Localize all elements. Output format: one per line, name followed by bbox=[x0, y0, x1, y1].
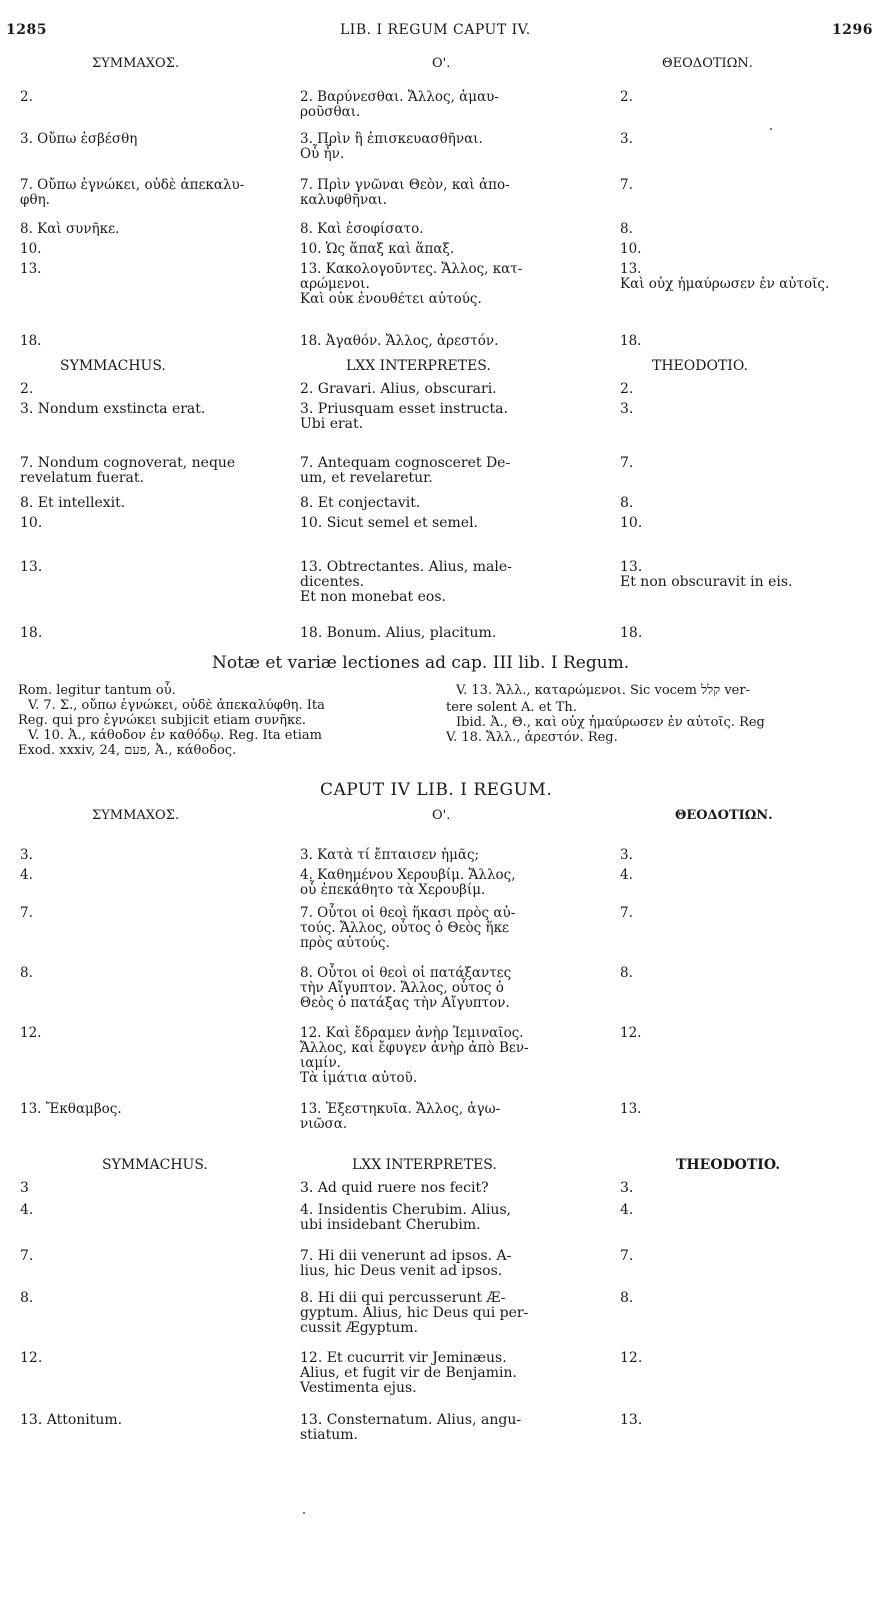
symmachus-cell bbox=[20, 132, 290, 147]
cell-line: 4. Καθημένου Χερουβίμ. Ἄλλος, bbox=[300, 867, 516, 883]
theodotion-cell bbox=[620, 132, 870, 147]
cell-line: 12. bbox=[20, 1025, 42, 1041]
cell-line: gyptum. Alius, hic Deus qui per- bbox=[300, 1305, 529, 1321]
symmachus-cell bbox=[20, 1181, 290, 1196]
symmachus-cell bbox=[20, 868, 290, 883]
lxx-cell bbox=[300, 626, 590, 641]
cell-line: Et non obscuravit in eis. bbox=[620, 574, 793, 590]
cell-line: πρὸς αὐτούς. bbox=[300, 935, 390, 951]
lxx-cell bbox=[300, 560, 590, 605]
symmachus-cell bbox=[20, 1413, 290, 1428]
cell-line: dicentes. bbox=[300, 574, 365, 590]
theodotion-cell bbox=[620, 402, 870, 417]
lxx-cell bbox=[300, 1026, 590, 1086]
theodotion-cell bbox=[620, 242, 870, 257]
lxx-cell bbox=[300, 132, 590, 162]
cell-line: 7. Οὗτοι οἱ θεοὶ ἥκασι πρὸς αὐ- bbox=[300, 905, 516, 921]
theodotion-cell bbox=[620, 906, 870, 921]
symmachus-cell bbox=[20, 242, 290, 257]
cell-line: um, et revelaretur. bbox=[300, 470, 433, 486]
symmachus-cell bbox=[20, 90, 290, 105]
lxx-cell bbox=[300, 334, 590, 349]
cell-line: 7. bbox=[620, 1248, 634, 1264]
lxx-cell bbox=[300, 382, 590, 397]
cell-line: 8. Οὗτοι οἱ θεοὶ οἱ πατάξαντες bbox=[300, 965, 512, 981]
cell-line: 2. Βαρύνεσθαι. Ἄλλος, ἀμαυ- bbox=[300, 89, 499, 105]
cell-line: 3. bbox=[620, 847, 633, 863]
cell-line: 8. bbox=[20, 1290, 34, 1306]
symmachus-cell bbox=[20, 1102, 290, 1117]
cell-line: 4. bbox=[20, 867, 33, 883]
cell-line: 2. bbox=[20, 89, 33, 105]
cell-line: Θεὸς ὁ πατάξας τὴν Αἴγυπτον. bbox=[300, 995, 510, 1011]
cell-line: lius, hic Deus venit ad ipsos. bbox=[300, 1263, 503, 1279]
cell-line: 8. bbox=[620, 1290, 634, 1306]
header-theodotion-latin: THEODOTIO. bbox=[652, 358, 748, 374]
cell-line: 10. Sicut semel et semel. bbox=[300, 515, 478, 531]
symmachus-cell bbox=[20, 966, 290, 981]
theodotion-cell bbox=[620, 966, 870, 981]
symmachus-cell bbox=[20, 906, 290, 921]
symmachus-cell bbox=[20, 1026, 290, 1041]
theodotion-cell bbox=[620, 496, 870, 511]
cell-line: 13. bbox=[620, 559, 643, 575]
theodotion-cell bbox=[620, 1026, 870, 1041]
cell-line: 3. Nondum exstincta erat. bbox=[20, 401, 206, 417]
cell-line: ροῦσθαι. bbox=[300, 104, 361, 120]
cell-line: Ἄλλος, καὶ ἔφυγεν ἀνὴρ ἀπὸ Βεν- bbox=[300, 1040, 529, 1056]
cell-line: 8. bbox=[620, 221, 633, 237]
cell-line: 7. Antequam cognosceret De- bbox=[300, 455, 511, 471]
theodotion-cell bbox=[620, 334, 870, 349]
lxx-cell bbox=[300, 402, 590, 432]
notes-heading: Notæ et variæ lectiones ad cap. III lib. I Regum. bbox=[212, 653, 630, 673]
theodotion-cell bbox=[620, 1249, 870, 1264]
lxx-cell bbox=[300, 1291, 590, 1336]
header-lxx-latin: LXX INTERPRETES. bbox=[346, 358, 491, 374]
cell-line: cussit Ægyptum. bbox=[300, 1320, 418, 1336]
note-right-line: tere solent A. et Th. bbox=[446, 700, 577, 715]
lxx-cell bbox=[300, 1249, 590, 1279]
cell-line: 7. bbox=[20, 905, 33, 921]
theodotion-cell bbox=[620, 456, 870, 471]
cell-line: Et non monebat eos. bbox=[300, 589, 446, 605]
cell-line: 18. bbox=[620, 625, 643, 641]
note-right-line: V. 13. Ἄλλ., καταρώμενοι. Sic vocem קלל ver- bbox=[456, 683, 750, 698]
cell-line: 18. bbox=[20, 333, 42, 349]
cell-line: 12. Καὶ ἔδραμεν ἀνὴρ Ἰεμιναῖος. bbox=[300, 1025, 524, 1041]
cell-line: 4. bbox=[620, 867, 633, 883]
cell-line: 3. Ad quid ruere nos fecit? bbox=[300, 1180, 489, 1196]
cell-line: 8. Καὶ συνῆκε. bbox=[20, 221, 120, 237]
theodotion-cell bbox=[620, 868, 870, 883]
cell-line: 13. bbox=[20, 559, 43, 575]
lxx-cell bbox=[300, 966, 590, 1011]
cell-line: 7. bbox=[620, 177, 633, 193]
cell-line: 7. bbox=[620, 455, 634, 471]
cell-line: νιῶσα. bbox=[300, 1116, 348, 1132]
note-left-line: V. 7. Σ., οὔπω ἐγνώκει, οὐδὲ ἀπεκαλύφθη. Ita bbox=[28, 698, 325, 713]
cell-line: 8. bbox=[620, 495, 634, 511]
cell-line: 13. bbox=[20, 261, 42, 277]
symmachus-cell bbox=[20, 560, 290, 575]
note-left-line: Exod. xxxiv, 24, פעם, Ἀ., κάθοδος. bbox=[18, 743, 237, 758]
symmachus-cell bbox=[20, 1249, 290, 1264]
symmachus-cell bbox=[20, 262, 290, 277]
cell-line: 7. bbox=[620, 905, 633, 921]
cell-line: 2. Gravari. Alius, obscurari. bbox=[300, 381, 497, 397]
cell-line: 10. bbox=[620, 515, 643, 531]
cell-line: 8. Et conjectavit. bbox=[300, 495, 421, 511]
symmachus-cell bbox=[20, 402, 290, 417]
cell-line: 12. bbox=[20, 1350, 43, 1366]
cell-line: 8. Et intellexit. bbox=[20, 495, 126, 511]
symmachus-cell bbox=[20, 516, 290, 531]
cell-line: 3. Οὔπω ἐσβέσθη bbox=[20, 131, 138, 147]
cell-line: 3. bbox=[20, 847, 33, 863]
cell-line: 3. bbox=[620, 401, 634, 417]
cell-line: Τὰ ἱμάτια αὐτοῦ. bbox=[300, 1070, 418, 1086]
cell-line: Ubi erat. bbox=[300, 416, 364, 432]
theodotion-cell bbox=[620, 382, 870, 397]
cell-line: φθη. bbox=[20, 192, 50, 208]
lxx-cell bbox=[300, 516, 590, 531]
cell-line: αρώμενοι. bbox=[300, 276, 370, 292]
cell-line: 3. bbox=[620, 1180, 634, 1196]
cell-line: 8. Καὶ ἐσοφίσατο. bbox=[300, 221, 424, 237]
cell-line: 3. bbox=[620, 131, 633, 147]
theodotion-cell bbox=[620, 1413, 870, 1428]
theodotion-cell bbox=[620, 626, 870, 641]
page-number-right: 1296 bbox=[832, 22, 873, 38]
theodotion-cell bbox=[620, 1351, 870, 1366]
cell-line: 18. Ἀγαθόν. Ἄλλος, ἀρεστόν. bbox=[300, 333, 499, 349]
theodotion-cell bbox=[620, 848, 870, 863]
cell-line: 13. Obtrectantes. Alius, male- bbox=[300, 559, 512, 575]
cell-line: ιαμίν. bbox=[300, 1055, 341, 1071]
header-lxx-latin-2: LXX INTERPRETES. bbox=[352, 1157, 497, 1173]
cell-line: 3. Πρὶν ἢ ἐπισκευασθῆναι. bbox=[300, 131, 483, 147]
cell-line: 7. bbox=[20, 1248, 34, 1264]
cell-line: 3. Priusquam esset instructa. bbox=[300, 401, 508, 417]
cell-line: οὗ ἐπεκάθητο τὰ Χερουβίμ. bbox=[300, 882, 486, 898]
symmachus-cell bbox=[20, 848, 290, 863]
note-left-line: V. 10. Ἀ., κάθοδον ἐν καθόδῳ. Reg. Ita etiam bbox=[28, 728, 322, 743]
cell-line: 4. Insidentis Cherubim. Alius, bbox=[300, 1202, 512, 1218]
cell-line: τὴν Αἴγυπτον. Ἄλλος, οὗτος ὁ bbox=[300, 980, 504, 996]
cell-line: καλυφθῆναι. bbox=[300, 192, 387, 208]
header-symmachus-latin-2: SYMMACHUS. bbox=[102, 1157, 208, 1173]
lxx-cell bbox=[300, 456, 590, 486]
notes-right-column bbox=[446, 683, 765, 745]
cell-line: 13. bbox=[620, 1101, 642, 1117]
cell-line: 10. bbox=[20, 241, 42, 257]
lxx-cell bbox=[300, 848, 590, 863]
printer-speck bbox=[303, 1512, 305, 1514]
cell-line: 3. Κατὰ τί ἔπταισεν ἡμᾶς; bbox=[300, 847, 480, 863]
cell-line: 8. bbox=[620, 965, 633, 981]
cell-line: 8. bbox=[20, 965, 33, 981]
lxx-cell bbox=[300, 868, 590, 898]
cell-line: 3 bbox=[20, 1180, 29, 1196]
cell-line: 18. Bonum. Alius, placitum. bbox=[300, 625, 497, 641]
notes-left-column bbox=[18, 683, 325, 758]
header-symmachus-latin: SYMMACHUS. bbox=[60, 358, 166, 374]
cell-line: 13. Κακολογοῦντες. Ἄλλος, κατ- bbox=[300, 261, 523, 277]
lxx-cell bbox=[300, 1351, 590, 1396]
theodotion-cell bbox=[620, 560, 870, 590]
cell-line: Vestimenta ejus. bbox=[300, 1380, 417, 1396]
symmachus-cell bbox=[20, 222, 290, 237]
running-title: LIB. I REGUM CAPUT IV. bbox=[340, 22, 531, 38]
cell-line: 12. Et cucurrit vir Jeminæus. bbox=[300, 1350, 507, 1366]
cell-line: 10. bbox=[20, 515, 43, 531]
cell-line: Οὗ ἦν. bbox=[300, 146, 345, 162]
symmachus-cell bbox=[20, 626, 290, 641]
theodotion-cell bbox=[620, 1291, 870, 1306]
lxx-cell bbox=[300, 496, 590, 511]
printer-speck bbox=[770, 128, 772, 130]
cell-line: 2. bbox=[620, 89, 633, 105]
note-right-line: Ibid. Ἀ., Θ., καὶ οὐχ ἠμαύρωσεν ἐν αὐτοῖς. Reg bbox=[456, 715, 765, 730]
symmachus-cell bbox=[20, 178, 290, 208]
cell-line: 13. Ἔκθαμβος. bbox=[20, 1101, 122, 1117]
cell-line: revelatum fuerat. bbox=[20, 470, 144, 486]
lxx-cell bbox=[300, 1102, 590, 1132]
header-lxx-greek-2: O'. bbox=[432, 808, 451, 823]
symmachus-cell bbox=[20, 334, 290, 349]
cell-line: 18. bbox=[620, 333, 642, 349]
cell-line: 13. bbox=[620, 261, 642, 277]
cell-line: 7. Πρὶν γνῶναι Θεὸν, καὶ ἀπο- bbox=[300, 177, 510, 193]
caput-heading: CAPUT IV LIB. I REGUM. bbox=[320, 780, 553, 800]
theodotion-cell bbox=[620, 262, 870, 292]
symmachus-cell bbox=[20, 496, 290, 511]
header-symmachus-greek-2: ΣΥΜΜΑΧΟΣ. bbox=[92, 808, 180, 823]
cell-line: ubi insidebant Cherubim. bbox=[300, 1217, 481, 1233]
cell-line: 13. Attonitum. bbox=[20, 1412, 123, 1428]
header-theodotion-greek: ΘΕΟΔΟΤΙΩΝ. bbox=[662, 56, 753, 71]
lxx-cell bbox=[300, 242, 590, 257]
cell-line: Alius, et fugit vir de Benjamin. bbox=[300, 1365, 517, 1381]
cell-line: 7. Οὔπω ἐγνώκει, οὐδὲ ἀπεκαλυ- bbox=[20, 177, 245, 193]
lxx-cell bbox=[300, 222, 590, 237]
lxx-cell bbox=[300, 262, 590, 307]
cell-line: 7. Hi dii venerunt ad ipsos. A- bbox=[300, 1248, 512, 1264]
symmachus-cell bbox=[20, 456, 290, 486]
cell-line: 12. bbox=[620, 1025, 642, 1041]
header-theodotion-latin-2: THEODOTIO. bbox=[676, 1157, 781, 1173]
symmachus-cell bbox=[20, 382, 290, 397]
cell-line: 18. bbox=[20, 625, 43, 641]
cell-line: 2. bbox=[620, 381, 634, 397]
theodotion-cell bbox=[620, 222, 870, 237]
header-lxx-greek: O'. bbox=[432, 56, 451, 71]
cell-line: τούς. Ἄλλος, οὗτος ὁ Θεὸς ἥκε bbox=[300, 920, 509, 936]
symmachus-cell bbox=[20, 1203, 290, 1218]
cell-line: 13. bbox=[620, 1412, 643, 1428]
cell-line: 2. bbox=[20, 381, 34, 397]
note-right-line: V. 18. Ἄλλ., ἀρεστόν. Reg. bbox=[446, 730, 618, 745]
theodotion-cell bbox=[620, 1181, 870, 1196]
cell-line: 10. Ὡς ἅπαξ καὶ ἅπαξ. bbox=[300, 241, 455, 257]
cell-line: 10. bbox=[620, 241, 642, 257]
header-theodotion-greek-2: ΘΕΟΔΟΤΙΩΝ. bbox=[675, 808, 773, 823]
cell-line: 12. bbox=[620, 1350, 643, 1366]
cell-line: 13. Consternatum. Alius, angu- bbox=[300, 1412, 522, 1428]
theodotion-cell bbox=[620, 1102, 870, 1117]
note-left-line: Reg. qui pro ἐγνώκει subjicit etiam συνῆκε. bbox=[18, 713, 306, 728]
lxx-cell bbox=[300, 1413, 590, 1443]
lxx-cell bbox=[300, 1181, 590, 1196]
cell-line: Καὶ οὐκ ἐνουθέτει αὐτούς. bbox=[300, 291, 482, 307]
theodotion-cell bbox=[620, 178, 870, 193]
symmachus-cell bbox=[20, 1291, 290, 1306]
cell-line: stiatum. bbox=[300, 1427, 359, 1443]
header-symmachus-greek: ΣΥΜΜΑΧΟΣ. bbox=[92, 56, 180, 71]
cell-line: 4. bbox=[20, 1202, 34, 1218]
theodotion-cell bbox=[620, 90, 870, 105]
cell-line: 8. Hi dii qui percusserunt Æ- bbox=[300, 1290, 506, 1306]
theodotion-cell bbox=[620, 1203, 870, 1218]
lxx-cell bbox=[300, 90, 590, 120]
lxx-cell bbox=[300, 178, 590, 208]
theodotion-cell bbox=[620, 516, 870, 531]
cell-line: 7. Nondum cognoverat, neque bbox=[20, 455, 236, 471]
cell-line: 4. bbox=[620, 1202, 634, 1218]
note-left-line: Rom. legitur tantum οὗ. bbox=[18, 683, 176, 698]
symmachus-cell bbox=[20, 1351, 290, 1366]
cell-line: Καὶ οὐχ ἠμαύρωσεν ἐν αὐτοῖς. bbox=[620, 276, 830, 292]
cell-line: 13. Ἐξεστηκυῖα. Ἄλλος, ἀγω- bbox=[300, 1101, 501, 1117]
lxx-cell bbox=[300, 906, 590, 951]
lxx-cell bbox=[300, 1203, 590, 1233]
page-number-left: 1285 bbox=[6, 22, 47, 38]
